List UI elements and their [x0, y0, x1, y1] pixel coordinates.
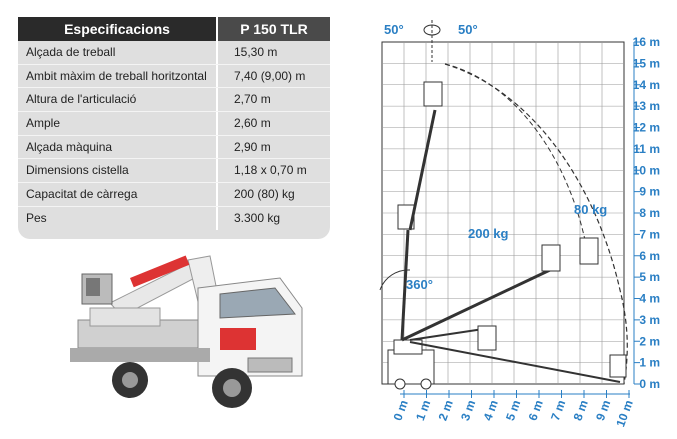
y-tick-label: 9 m: [639, 184, 660, 199]
spec-row-value: 15,30 m: [216, 41, 330, 64]
x-tick-label: 4 m: [480, 398, 501, 423]
spec-row: [18, 41, 330, 65]
spec-row-value: 7,40 (9,00) m: [216, 65, 330, 88]
spec-row-label: Ambit màxim de treball horitzontal: [26, 68, 207, 83]
spec-row: [18, 159, 330, 183]
y-tick-label: 15 m: [632, 56, 660, 71]
y-tick-label: 12 m: [632, 120, 660, 135]
load-main-label: 200 kg: [468, 226, 509, 241]
spec-row: [18, 183, 330, 207]
y-tick-label: 2 m: [639, 334, 660, 349]
spec-row-label: Dimensions cistella: [26, 163, 129, 178]
rotation-left-label: 50°: [384, 22, 404, 37]
x-tick-label: 10 m: [613, 398, 636, 429]
spec-row: [18, 65, 330, 89]
x-tick-label: 2 m: [435, 398, 456, 423]
spec-header-label: Especificacions: [18, 17, 216, 41]
truck-illustration: [70, 248, 330, 428]
x-tick-label: 3 m: [458, 398, 479, 423]
y-tick-label: 14 m: [632, 77, 660, 92]
y-tick-label: 8 m: [639, 206, 660, 220]
y-tick-label: 10 m: [632, 163, 660, 178]
y-tick-label: 7 m: [639, 227, 660, 242]
x-tick-label: 9 m: [593, 398, 614, 423]
spec-row: [18, 88, 330, 112]
y-tick-label: 5 m: [639, 270, 660, 285]
x-tick-label: 8 m: [570, 398, 591, 423]
load-ext-label: 80 kg: [574, 202, 608, 217]
spec-row-value: 1,18 x 0,70 m: [216, 159, 330, 182]
x-tick-label: 0 m: [390, 398, 411, 423]
x-tick-label: 1 m: [413, 398, 434, 423]
spec-table: [18, 17, 330, 239]
spec-row-label: Pes: [26, 210, 47, 225]
spec-row-label: Altura de l'articulació: [26, 92, 137, 107]
spec-row-value: 2,60 m: [216, 112, 330, 135]
spec-table-header: [18, 17, 330, 41]
x-tick-label: 5 m: [503, 398, 524, 423]
y-tick-label: 3 m: [639, 312, 660, 327]
spec-rows: [18, 41, 330, 230]
y-tick-label: 4 m: [639, 291, 660, 306]
spec-header-model: P 150 TLR: [216, 17, 330, 41]
working-range-diagram: [340, 0, 677, 434]
spec-row-label: Ample: [26, 116, 61, 131]
spec-row-value: 200 (80) kg: [216, 183, 330, 206]
spec-row: [18, 207, 330, 230]
spec-row-value: 2,70 m: [216, 88, 330, 111]
rotation-right-label: 50°: [458, 22, 478, 37]
x-tick-label: 6 m: [525, 398, 546, 423]
spec-row-label: Alçada màquina: [26, 139, 113, 154]
x-tick-label: 7 m: [548, 398, 569, 423]
y-tick-label: 13 m: [632, 99, 660, 114]
spec-row: [18, 112, 330, 136]
spec-row-value: 2,90 m: [216, 136, 330, 159]
slew-label: 360°: [406, 277, 433, 292]
y-tick-label: 16 m: [632, 35, 660, 49]
y-tick-label: 0 m: [639, 377, 660, 391]
spec-row-value: 3.300 kg: [216, 207, 330, 230]
y-tick-label: 6 m: [639, 248, 660, 263]
y-tick-label: 1 m: [639, 355, 660, 370]
spec-row-label: Capacitat de càrrega: [26, 187, 138, 202]
spec-row: [18, 136, 330, 160]
y-tick-label: 11 m: [633, 141, 660, 156]
spec-row-label: Alçada de treball: [26, 45, 116, 59]
